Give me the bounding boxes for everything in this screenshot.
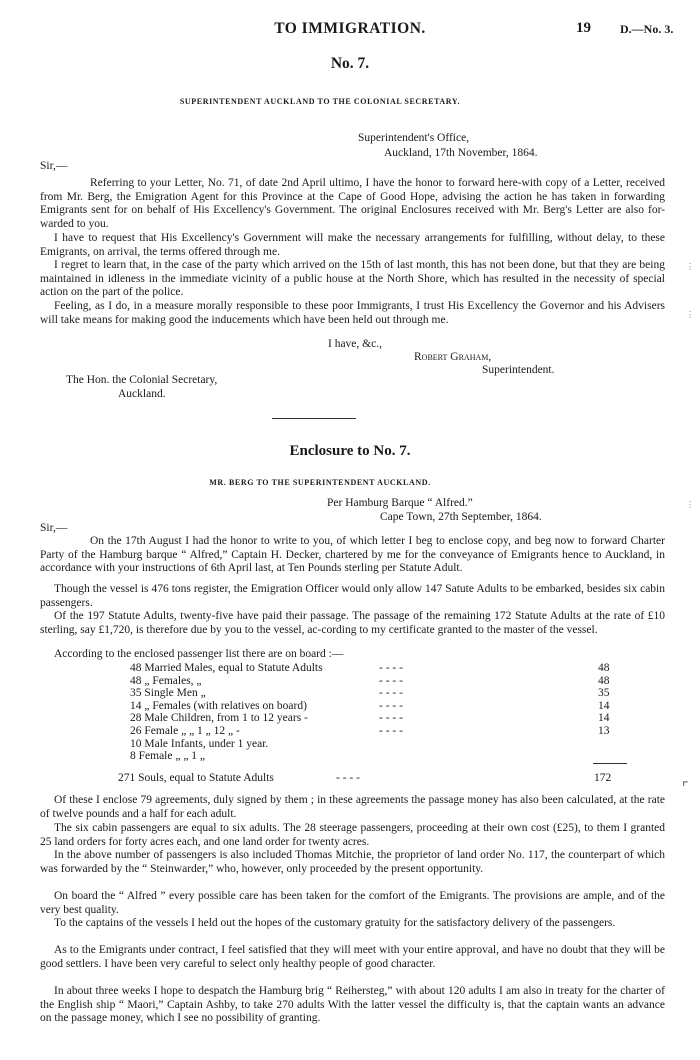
- table-row-leader: - - - -: [379, 687, 403, 700]
- total-rule: [593, 763, 627, 764]
- table-row: [130, 750, 650, 763]
- margin-mark: ⋮: [686, 262, 694, 271]
- margin-mark: ⌜: [682, 781, 689, 796]
- enclosure-paragraph-11: In about three weeks I hope to despatch the Hamburg brig “ Reihersteg,” with about 120 adults I am also in treaty for the charter of the English ship “ Maori,” Captain Ashby, to take 270 adults With the latter vessel the difficulty is, that the captain wants an advance on the passage money, which I see no possibility of granting.: [40, 985, 665, 1025]
- enclosure-paragraph-6: The six cabin passengers are equal to six adults. The 28 steerage passengers, proceeding at their own cost (£25), to them I granted 25 land orders for forty acres each, and one land order for twenty acres.: [40, 822, 665, 848]
- running-header-title: TO IMMIGRATION.: [274, 20, 426, 37]
- enclosure-salutation: Sir,—: [40, 522, 68, 534]
- table-row-value: 35: [598, 687, 610, 700]
- table-row-label: 48 Married Males, equal to Statute Adults: [130, 662, 323, 674]
- letter-paragraph-2: I have to request that His Excellency's Government will make the necessary arrangements for fulfilling, without delay, to these Emigrants, on arrival, the terms offered through me.: [40, 232, 665, 258]
- enclosure-paragraph-9: To the captains of the vessels I held out the hopes of the customary gratuity for the satisfactory delivery of the passengers.: [54, 917, 616, 929]
- table-row-value: 48: [598, 662, 610, 674]
- table-row: [130, 700, 650, 713]
- table-row-value: 13: [598, 724, 610, 737]
- enclosure-paragraph-4: According to the enclosed passenger list there are on board :—: [54, 648, 344, 660]
- table-row-leader: - - - -: [379, 699, 403, 712]
- table-row: [130, 738, 650, 751]
- enclosure-heading: Enclosure to No. 7.: [289, 443, 411, 459]
- margin-mark: ⋮: [686, 310, 694, 319]
- table-row-label: 10 Male Infants, under 1 year.: [130, 737, 269, 750]
- table-row: [130, 712, 650, 725]
- enclosure-paragraph-2: Though the vessel is 476 tons register, the Emigration Officer would only allow 147 Satute Adults to be embarked, besides six cabin passengers.: [40, 583, 665, 609]
- table-row-leader: - - - -: [379, 662, 403, 674]
- enclosure-paragraph-10: As to the Emigrants under contract, I feel satisfied that they will meet with your entire approval, and have no doubt that they will be good settlers. I have been very careful to select only healthy people of good character.: [40, 944, 665, 970]
- table-total-value: 172: [594, 772, 612, 784]
- table-row: [130, 675, 650, 688]
- letter-heading: No. 7.: [330, 55, 370, 72]
- enclosure-address-line2: Cape Town, 27th September, 1864.: [380, 511, 542, 523]
- table-row-label: 28 Male Children, from 1 to 12 years -: [130, 712, 308, 725]
- letter-recipient-line1: The Hon. the Colonial Secretary,: [66, 374, 218, 386]
- table-row-label: 14 „ Females (with relatives on board): [130, 699, 307, 712]
- table-row-value: 14: [598, 699, 610, 712]
- enclosure-subheading: MR. BERG TO THE SUPERINTENDENT AUCKLAND.: [209, 478, 431, 487]
- letter-signature-name: Robert Graham,: [414, 351, 492, 363]
- enclosure-paragraph-5: Of these I enclose 79 agreements, duly signed by them ; in these agreements the passage money has also been calculated, at the rate of twelve pounds and a half for each adult.: [40, 794, 665, 820]
- table-row-label: 26 Female „ „ 1 „ 12 „ -: [130, 724, 240, 737]
- letter-recipient-line2: Auckland.: [118, 388, 166, 400]
- enclosure-paragraph-7: In the above number of passengers is also included Thomas Mitchie, the proprietor of land order No. 117, the counterpart of which was forwarded by the “ Steinwarder,” who, however, only proceeded by the present opportunity.: [40, 849, 665, 875]
- letter-paragraph-1: Referring to your Letter, No. 71, of date 2nd April ultimo, I have the honor to forward here-with copy of a Letter, received from Mr. Berg, the Emigration Agent for this Province at the Cape of Good Hope, advising the action he has taken in forwarding Emigrants sent for on behalf of His Excellency's Government. The original Enclosures received with Mr. Berg's Letter are also for-warded to you.: [40, 177, 665, 230]
- letter-paragraph-3: I regret to learn that, in the case of the party which arrived on the 15th of last month, this has not been done, but that they are being maintained in idleness in the immediate vicinity of a public house at the North Shore, which has resulted in the necessity of special action on the part of the police.: [40, 259, 665, 299]
- section-divider: [272, 418, 356, 419]
- enclosure-paragraph-8: On board the “ Alfred ” every possible care has been taken for the comfort of the Emigrants. The provisions are ample, and of the very best quality.: [40, 890, 665, 916]
- table-total-leader: - - - -: [336, 772, 360, 784]
- letter-subheading: SUPERINTENDENT AUCKLAND TO THE COLONIAL SECRETARY.: [179, 97, 461, 106]
- table-row-value: 14: [598, 712, 610, 725]
- letter-address-line1: Superintendent's Office,: [358, 132, 470, 144]
- table-row-leader: - - - -: [379, 724, 403, 737]
- table-row: [130, 725, 650, 738]
- table-row-leader: - - - -: [379, 674, 403, 687]
- letter-signature-title: Superintendent.: [482, 364, 555, 376]
- passenger-table: [130, 662, 650, 763]
- table-row: [130, 662, 650, 675]
- enclosure-paragraph-1: On the 17th August I had the honor to write to you, of which letter I beg to enclose copy, and beg now to forward Charter Party of the Hamburg barque “ Alfred,” Captain H. Decker, chartered by me for the conveyance of Emigrants hence to Auckland, in accordance with your instructions of 6th April last, at Ten Pounds sterling per Statute Adult.: [40, 535, 665, 575]
- table-row-label: 48 „ Females, „: [130, 674, 202, 687]
- margin-mark: ⋮: [686, 500, 694, 509]
- table-row-label: 35 Single Men „: [130, 687, 206, 700]
- table-row-label: 8 Female „ „ 1 „: [130, 750, 206, 763]
- letter-address-line2: Auckland, 17th November, 1864.: [384, 147, 538, 159]
- table-total-label: 271 Souls, equal to Statute Adults: [118, 772, 274, 784]
- document-reference: D.—No. 3.: [620, 22, 674, 36]
- table-row: [130, 687, 650, 700]
- enclosure-address-line1: Per Hamburg Barque “ Alfred.”: [327, 497, 473, 509]
- page-number: 19: [576, 20, 591, 36]
- enclosure-paragraph-3: Of the 197 Statute Adults, twenty-five have paid their passage. The passage of the remaining 172 Statute Adults at the rate of £10 sterling, say £1,720, is therefore due by you to the vessel, ac-cording to my certificate granted to the master of the vessel.: [40, 610, 665, 636]
- letter-paragraph-4: Feeling, as I do, in a measure morally responsible to these poor Immigrants, I trust His Excellency the Governor and his Advisers will take means for making good the inducements which have been held out through me.: [40, 300, 665, 326]
- letter-salutation: Sir,—: [40, 160, 68, 172]
- letter-closing: I have, &c.,: [328, 338, 382, 350]
- table-row-leader: - - - -: [379, 712, 403, 725]
- table-row-value: 48: [598, 674, 610, 687]
